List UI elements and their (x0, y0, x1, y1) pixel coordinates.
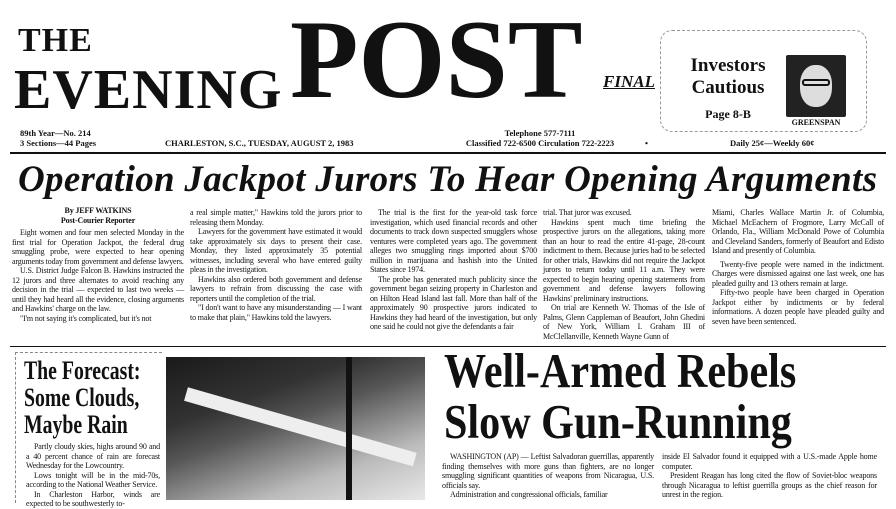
masthead-evening: EVENING (14, 59, 283, 121)
paragraph: U.S. District Judge Falcon B. Hawkins instructed the 12 jurors and three alternates to avoid reaching any decision in the trial — expected to last two weeks — until they had heard all the evidence, closing arguments and Hawkins' charge on the law. (12, 266, 184, 313)
paragraph: Miami, Charles Wallace Martin Jr. of Columbia, Michael McEachern of Frogmore, Larry McCall of Orlando, Fla., William McDonald Powe of Columbia and Cleveland Sanders, formerly of Beaufort and Edisto Island and presently of Columbia. (712, 208, 884, 255)
edition-label: FINAL (603, 72, 655, 91)
lead-column-5 (712, 208, 884, 326)
forecast-headline (24, 356, 141, 439)
issue-info (20, 128, 96, 148)
paragraph: WASHINGTON (AP) — Leftist Salvadoran guerrillas, apparently finding themselves with more guns than fighters, are no longer smuggling significant quantities of weapons from Nicaragua, U.S. officials say. (442, 452, 654, 490)
bullet: • (645, 138, 648, 148)
portrait-caption: GREENSPAN (791, 118, 841, 127)
paragraph: a real simple matter," Hawkins told the jurors prior to releasing them Monday. (190, 208, 362, 227)
paragraph: On trial are Kenneth W. Thomas of the Isle of Palms, Glenn Cappleman of Beaufort, John Ghedini of New York, William I. Graham III of McClellanville, Kenneth Wayne Gunn of (543, 303, 705, 341)
paragraph: President Reagan has long cited the flow of Soviet-bloc weapons through Nicaragua to leftist guerrilla groups as the chief reason for unrest in the region. (662, 471, 877, 499)
byline-role: Post-Courier Reporter (60, 215, 136, 225)
dateline: CHARLESTON, S.C., TUESDAY, AUGUST 2, 1983 (165, 138, 354, 148)
paragraph: Hawkins also ordered both government and defense lawyers to refrain from discussing the case with reporters until the completion of the trial. (190, 274, 362, 303)
teaser-title-line1: Investors (690, 55, 766, 76)
classified-circulation: Classified 722-6500 Circulation 722-2223 (465, 138, 615, 148)
teaser-page: Page 8-B (705, 107, 751, 121)
year-number: 89th Year—No. 214 (20, 128, 91, 138)
paragraph: Lows tonight will be in the mid-70s, according to the National Weather Service. (26, 470, 160, 489)
price: Daily 25¢—Weekly 60¢ (730, 138, 815, 148)
masthead-the: THE (18, 22, 93, 59)
paragraph: The trial is the first for the year-old task force investigation, which used financial records and other documents to track down suspected smugglers whose ventures were completed years ago. The government alleges two smuggling rings imported about $700 million in marijuana and hashish into the United States since 1974. (370, 208, 537, 274)
paragraph: In Charleston Harbor, winds are expected to be southwesterly to- (26, 489, 160, 508)
lead-column-2 (190, 208, 362, 322)
sections-pages: 3 Sections—44 Pages (20, 138, 97, 148)
paragraph: Hawkins spent much time briefing the prospective jurors on the allegations, taking more than an hour to read the entire 41-page, 28-count indictment to them. Because juries had to be selected for other trials, Hawkins did not require the Jackpot jurors to return today until 11 a.m. They were expected to begin hearing opening statements from government and defense lawyers following Hawkins' preliminary instructions. (543, 217, 705, 303)
masthead-rule (10, 152, 886, 154)
telephone: Telephone 577-7111 (504, 128, 576, 138)
lead-headline: Operation Jackpot Jurors To Hear Opening Arguments (18, 159, 878, 200)
rebels-headline-line: Well-Armed Rebels (444, 343, 797, 398)
forecast-body (26, 442, 160, 509)
paragraph: The probe has generated much publicity since the government began seizing property in Charleston and on Hilton Head Island last fall. More than half of the approximately 90 prospective jurors indicated to Hawkins they had heard of the investigation, but only one said he could not give the defendants a fair (370, 274, 537, 331)
paragraph: Administration and congressional officials, familiar (450, 490, 608, 499)
lead-column-1 (12, 206, 184, 323)
lead-column-4 (543, 208, 705, 341)
forecast-headline-line: The Forecast: (24, 356, 141, 385)
paragraph: "I'm not saying it's complicated, but it's not (20, 313, 152, 323)
paragraph: "I don't want to have any misunderstanding — I want to make that plain," Hawkins told the lawyers. (190, 303, 362, 322)
rebels-column-1 (442, 452, 654, 500)
paragraph: inside El Salvador found it equipped with a U.S.-made Apple home computer. (662, 452, 877, 471)
forecast-headline-line: Some Clouds, (24, 383, 140, 412)
rebels-headline-line: Slow Gun-Running (444, 394, 792, 449)
teaser-box[interactable] (660, 30, 867, 132)
teaser-title-line2: Cautious (691, 77, 765, 98)
paragraph: Partly cloudy skies, highs around 90 and a 40 percent chance of rain are forecast Wednesday for the Lowcountry. (26, 442, 160, 470)
byline: By JEFF WATKINS (64, 206, 132, 215)
lead-column-3 (370, 208, 537, 332)
paragraph: Lawyers for the government have estimated it would take approximately six days to present their case. Monday, they listed approximately 35 potential witnesses, including several who have entered guilty pleas in the investigation. (190, 227, 362, 274)
teaser-title (673, 55, 783, 99)
paragraph: trial. That juror was excused. (543, 208, 632, 217)
forecast-box (15, 352, 162, 508)
contact-info (445, 128, 635, 148)
rebels-headline (444, 345, 796, 447)
news-photo (166, 357, 425, 500)
forecast-headline-line: Maybe Rain (24, 410, 128, 439)
paragraph: Twenty-five people were named in the indictment. Charges were dismissed against one last week, one has pleaded guilty and 13 others remain at large. (712, 259, 884, 288)
masthead-post: POST (290, 0, 583, 122)
paragraph: Eight women and four men selected Monday in the first trial for Operation Jackpot, the federal drug smuggling probe, were expected to hear opening arguments today from government and defense lawyers. (12, 228, 184, 266)
rebels-column-2 (662, 452, 877, 500)
greenspan-portrait (786, 55, 846, 117)
paragraph: Fifty-two people have been charged in Operation Jackpot either by indictments or by federal informations. A dozen people have pleaded guilty and seven have been sentenced. (712, 288, 884, 326)
